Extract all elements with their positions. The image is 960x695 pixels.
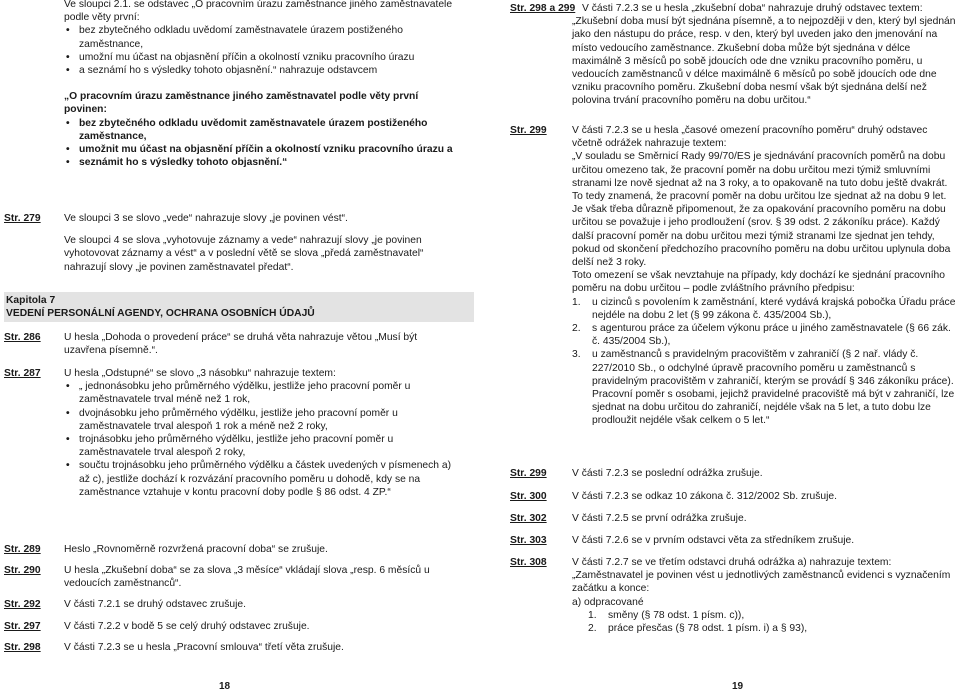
list-item: 1. směny (§ 78 odst. 1 písm. c)), [588,609,745,621]
page-ref: Str. 289 [4,544,41,555]
list-item: • bez zbytečného odkladu uvědomit zaměstnavatele úrazem postiženého zaměstnance, [64,117,459,143]
page-ref: Str. 299 [510,125,547,136]
list-item: • dvojnásobku jeho průměrného výdělku, jestliže jeho pracovní poměr u zaměstnavatele trval alespoň 1 rok a méně než 2 roky, [64,407,459,433]
list-item: • seznámit ho s výsledky tohoto objasnění.“ [64,156,459,169]
page-ref: Str. 299 [510,468,547,479]
page-ref: Str. 292 [4,599,41,610]
page-ref: Str. 302 [510,513,547,524]
page-ref: Str. 298 [4,642,41,653]
list-item: 1. u cizinců s povolením k zaměstnání, které vydává krajská pobočka Úřadu práce nejdéle na dobu 2 let (§ 99 zákona č. 435/2004 Sb.), [572,296,956,321]
page-ref: Str. 279 [4,213,41,224]
list-item: • bez zbytečného odkladu uvědomí zaměstnavatele úrazem postiženého zaměstnance, [64,24,459,50]
page-ref: Str. 303 [510,535,547,546]
intro-text: Ve sloupci 2.1. se odstavec „O pracovním úrazu zaměstnance jiného zaměstnavatele podle věty první: [64,0,453,24]
entry-text: U hesla „Dohoda o provedení práce“ se druhá věta nahrazuje větou „Musí být uzavřena písemně.“. [64,332,418,357]
page-ref: Str. 300 [510,491,547,502]
entry-text: U hesla „Odstupné“ se slovo „3 násobku“ nahrazuje textem: [64,368,336,379]
page-ref: Str. 308 [510,557,547,568]
right-page [480,0,960,695]
intro-bullets [64,24,459,77]
entry-text: V části 7.2.3 se odkaz 10 zákona č. 312/2002 Sb. zrušuje. [572,491,838,502]
entry-text: „Zaměstnavatel je povinen vést u jednotlivých zaměstnanců evidenci s vyznačením začátku a konce: [572,570,951,595]
entry-numbered-list [572,296,956,428]
entry-text: V části 7.2.5 se první odrážka zrušuje. [572,513,747,524]
quote-heading: „O pracovním úrazu zaměstnance jiného zaměstnavatel podle věty první povinen: [64,91,419,116]
entry-text: V části 7.2.3 se u hesla „Pracovní smlouva“ třetí věta zrušuje. [64,642,344,653]
quote-bullets [64,117,459,170]
list-item: • umožnit mu účast na objasnění příčin a okolností vzniku pracovního úrazu a [64,143,459,156]
entry-text: Ve sloupci 3 se slovo „vede“ nahrazuje slovy „je povinen vést“. [64,213,348,224]
list-item: • součtu trojnásobku jeho průměrného výdělku a částek uvedených v písmenech a) až c), jestliže dochází k rozvázání pracovního poměru u dohodě, kdy se na zaměstnance vztahuje v kontu pracovní doby podle § 86 odst. 4 ZP.“ [64,459,459,499]
entry-bullets [64,380,459,499]
intro-block [64,0,459,169]
page-ref: Str. 287 [4,368,41,379]
entry-lead: V části 7.2.7 se ve třetím odstavci druhá odrážka a) nahrazuje textem: [572,557,892,568]
page-number: 18 [219,681,231,692]
list-item: • umožní mu účast na objasnění příčin a okolností vzniku pracovního úrazu [64,51,459,64]
chapter-number: Kapitola 7 [6,295,56,306]
list-item: 2. s agenturou práce za účelem výkonu práce u jiného zaměstnavatele (§ 66 zák. č. 435/2004 Sb.), [572,323,951,348]
entry-numbered-list [572,609,956,635]
chapter-title: VEDENÍ PERSONÁLNÍ AGENDY, OCHRANA OSOBNÍCH ÚDAJŮ [6,308,315,319]
entry-text: „Zkušební doba musí být sjednána písemně, a to nejpozději v den, který byl sjednán jako den nástupu do práce, resp. v den, který byl uveden jako den jmenování na místo vedoucího zaměstnance. Zkušební doba může být sjednána v délce maximálně 3 měsíců po sobě jdoucích ode dne vzniku pracovního poměru, u vedoucích zaměstnanců v délce maximálně 6 měsíců po sobě jdoucích ode dne vzniku pracovního poměru. Zkušební doba nesmí však být sjednána delší než polovina trvání pracovního poměru na dobu určitou.“ [572,16,956,107]
page-ref: Str. 290 [4,565,41,576]
entry-text: U hesla „Zkušební doba“ se za slova „3 měsíce“ vkládají slova „resp. 6 měsíců u vedoucích zaměstnanců“. [64,565,430,590]
entry-text: V části 7.2.1 se druhý odstavec zrušuje. [64,599,247,610]
entry-text: „V souladu se Směrnicí Rady 99/70/ES je sjednávání pracovních poměrů na dobu určitou omezeno tak, že pracovní poměr na dobu určitou mezi týmiž smluvními stranami lze nově sjednat až na 3 roky, a to opakovaně na tuto dobu ještě dvakrát. To tedy znamená, že pracovní poměr na dobu určitou lze sjednat až na dobu 9 let. Je však třeba důrazně připomenout, že za opakování pracovního poměru na dobu určitou se považuje i jeho prodloužení (srov. § 39 odst. 2 zákoníku práce). Každý další pracovní poměr na dobu určitou mezi týmiž stranami lze sjednat jen tehdy, pokud od skončení předchozího pracovního poměru na dobu určitou uplynula doba delší než 3 roky. [572,151,951,269]
entry-text: Toto omezení se však nevztahuje na případy, kdy dochází ke sjednání pracovního poměru na dobu určitou – podle zvláštního právního předpisu: [572,270,946,295]
entry-subhead: a) odpracované [572,596,644,608]
list-item: 2. práce přesčas (§ 78 odst. 1 písm. i) a § 93), [588,623,808,635]
entry-text: V části 7.2.2 v bodě 5 se celý druhý odstavec zrušuje. [64,621,310,632]
chapter-heading [4,292,474,322]
entry-text: Ve sloupci 4 se slova „vyhotovuje záznamy a vede“ nahrazují slovy „je povinen vyhotovovat záznamy a vést“ a v poslední větě se slova „předá zaměstnavatel“ nahrazují slovy „je povinen zaměstnavatel předat“. [64,235,424,273]
entry-text: V části 7.2.6 se v prvním odstavci věta za středníkem zrušuje. [572,535,855,546]
page-number: 19 [732,681,744,692]
entry-text: Heslo „Rovnoměrně rozvržená pracovní doba“ se zrušuje. [64,544,328,555]
entry-lead: V části 7.2.3 se u hesla „časové omezení pracovního poměru“ druhý odstavec včetně odrážek nahrazuje textem: [572,125,928,150]
page-ref: Str. 286 [4,332,41,343]
list-item: • a seznámí ho s výsledky tohoto objasnění.“ nahrazuje odstavcem [64,64,459,77]
page-ref: Str. 298 a 299 [510,3,576,14]
entry-lead: V části 7.2.3 se u hesla „zkušební doba“ nahrazuje druhý odstavec textem: [582,3,923,14]
list-item: 3. u zaměstnanců s pravidelným pracovištěm v zahraničí (§ 2 nař. vlády č. 227/2010 Sb., o odchylné úpravě pracovního poměru u zaměstnanců s pravidelným pracovištěm v zahraničí, kterým se provádí § 346 zákoníku práce). Pracovní poměr s osobami, jejichž pravidelné pracoviště má být v zahraničí, lze sjednat na dobu určitou do zahraničí, nejdéle však na 5 let, a tuto dobu lze prodloužit nejdéle však celkem o 5 let.“ [572,349,955,427]
entry-text: V části 7.2.3 se poslední odrážka zrušuje. [572,468,763,479]
list-item: • trojnásobku jeho průměrného výdělku, jestliže jeho pracovní poměr u zaměstnavatele trval alespoň 2 roky, [64,433,459,459]
list-item: • „ jednonásobku jeho průměrného výdělku, jestliže jeho pracovní poměr u zaměstnavatele trval méně než 1 rok, [64,380,459,406]
page-ref: Str. 297 [4,621,41,632]
